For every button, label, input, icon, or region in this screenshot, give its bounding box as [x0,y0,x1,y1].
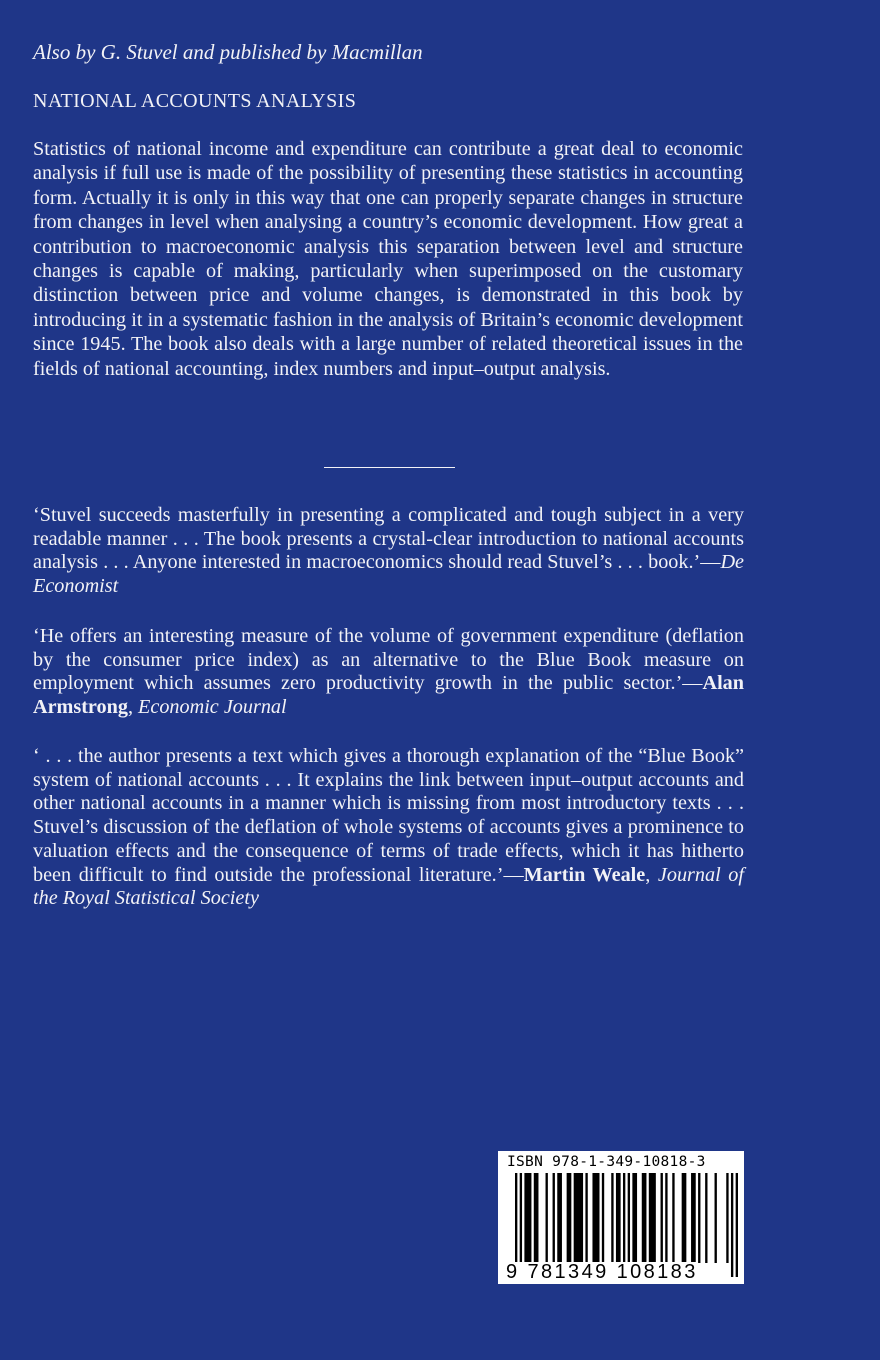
barcode-bar [585,1173,587,1263]
review-quote [33,745,744,911]
barcode-bar [592,1173,599,1263]
book-description: Statistics of national income and expenditure can contribute a great deal to economic analysis if full use is made of the possibility of presenting these statistics in accounting form. Actually it is only in this way that one can properly separate changes in structure from changes in level when analysing a country’s economic development. How great a contribution to macroeconomic analysis this separation between level and structure changes is capable of making, particularly when superimposed on the customary distinction between price and volume changes, is demonstrated in this book by introducing it in a systematic fashion in the analysis of Britain’s economic development since 1945. The book also deals with a large number of related theoretical issues in the fields of national accounting, index numbers and input–output analysis. [33,138,743,380]
barcode-bar [691,1173,696,1263]
barcode-bar [682,1173,687,1263]
book-title: NATIONAL ACCOUNTS ANALYSIS [33,90,357,112]
review-separator: , [127,696,139,719]
barcode-bar [632,1173,637,1263]
barcode-bar [611,1173,613,1263]
barcode-bar [574,1173,583,1263]
barcode-bar [557,1173,562,1263]
review-author: Martin Weale [523,863,646,886]
review-source: Economic Journal [138,696,287,719]
review-separator: , [645,863,658,886]
review-source: Journal of the Royal Statistical Society [33,863,745,910]
barcode-bar [661,1173,663,1263]
section-divider [324,467,455,468]
barcode-bar [705,1173,707,1263]
barcode-bar [649,1173,656,1263]
review-quote [33,625,744,720]
review-source: De Economist [33,551,744,598]
barcode-bar [524,1173,531,1263]
also-by-line: Also by G. Stuvel and published by Macmillan [33,40,423,64]
review-quote [33,504,744,599]
barcode-bar [731,1173,733,1277]
isbn-barcode [498,1151,744,1284]
barcode-bar [602,1173,604,1263]
review-text: ‘He offers an interesting measure of the volume of government expenditure (deflation by the consumer price index) as an alternative to the Blue Book measure on employment which assumes zero productivity growth in the public sector.’— [33,625,744,695]
barcode-bar [534,1173,539,1263]
isbn-label: ISBN 978-1-349-10818-3 [507,1154,706,1170]
barcode-bar [553,1173,555,1263]
review-author: Alan Armstrong [33,672,744,719]
barcode-bar [616,1173,621,1263]
barcode-bar [672,1173,674,1263]
barcode-bar [698,1173,700,1263]
barcode-bar [546,1173,548,1263]
barcode-bar [665,1173,667,1263]
barcode-bar [726,1173,728,1263]
review-text: ‘ . . . the author presents a text which gives a thorough explanation of the “Blue Book” system of national accounts . . . It explains the link between input–output accounts and other national accounts in a manner which is missing from most introductory texts . . . Stuvel’s discussion of the deflation of whole systems of accounts gives a prominence to valuation effects and the consequence of terms of trade effects, which it has hitherto been difficult to find outside the professional literature.’— [33,745,744,886]
barcode-bar [736,1173,738,1277]
review-text: ‘Stuvel succeeds masterfully in presenting a complicated and tough subject in a very readable manner . . . The book presents a crystal-clear introduction to national accounts analysis . . . Anyone interested in macroeconomics should read Stuvel’s . . . book.’— [33,504,744,574]
barcode-bar [642,1173,647,1263]
barcode-bar [715,1173,717,1263]
barcode-bar [567,1173,572,1263]
barcode-digits: 9 781349 108183 [506,1261,698,1283]
